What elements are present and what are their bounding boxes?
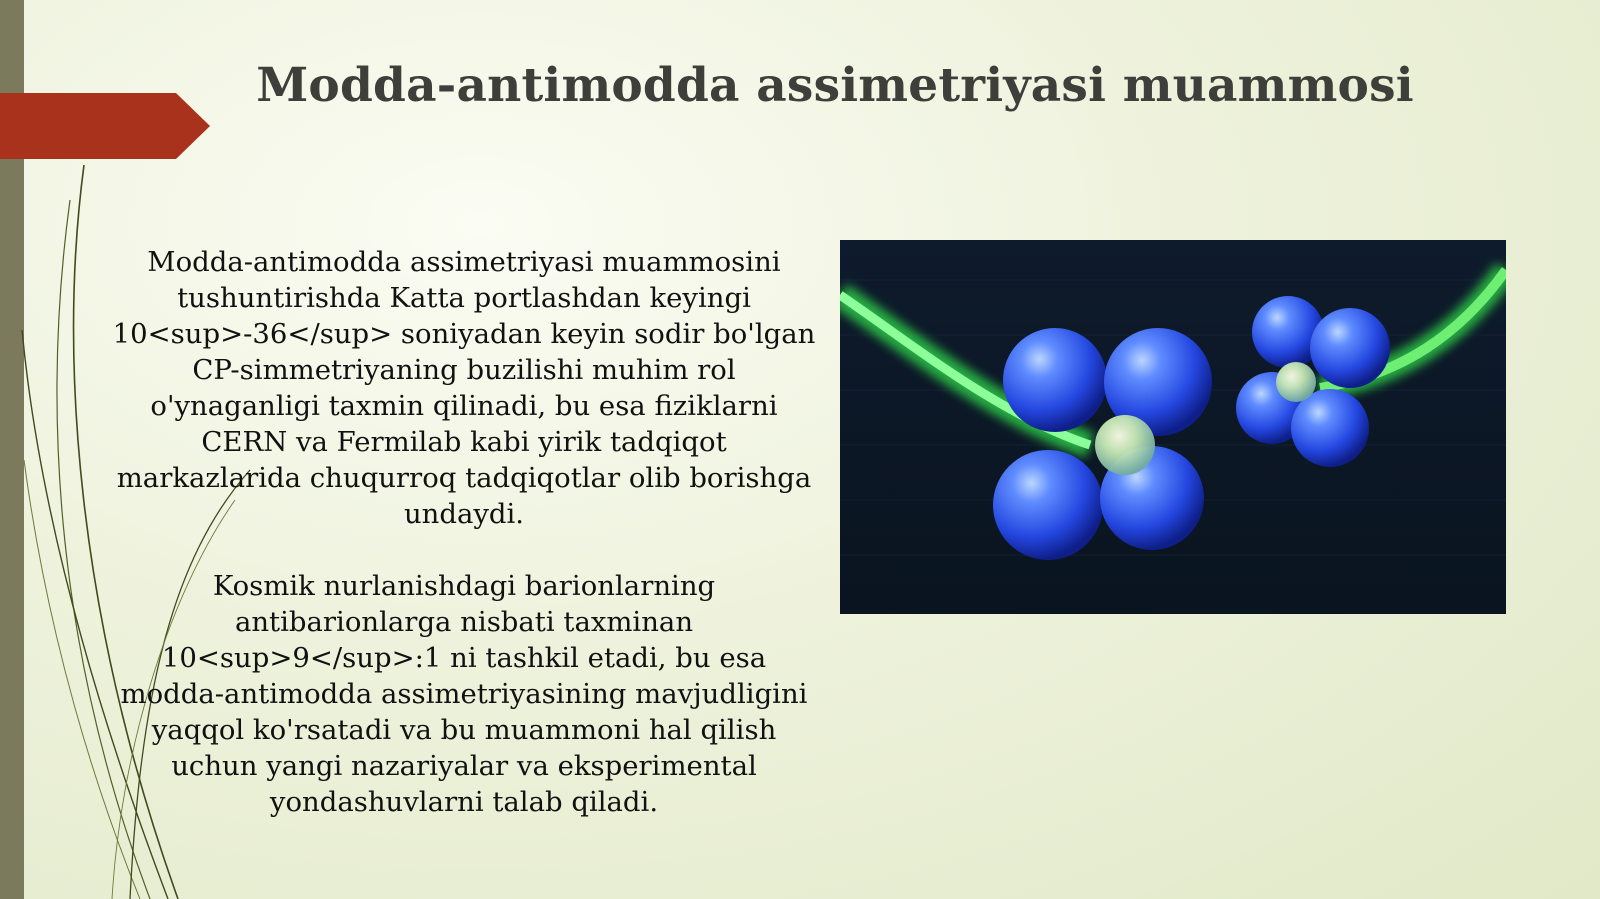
accent-arrow xyxy=(0,93,210,159)
paragraph-baryon-ratio: Kosmik nurlanishdagi barionlarning antibarionlarga nisbati taxminan 10<sup>9</sup>:1 ni tashkil etadi, bu esa modda-antimodda assimetriyasining mavjudligini yaqqol ko'rsatadi va bu muammoni hal qilish uchun yangi nazariyalar va eksperimental yondashuvlarni talab qiladi. xyxy=(120,570,808,818)
particles-illustration xyxy=(840,240,1506,614)
slide-title: Modda-antimodda assimetriyasi muammosi xyxy=(256,58,1414,113)
slide-body xyxy=(108,244,820,820)
particles-illustration-icon xyxy=(840,240,1506,614)
paragraph-cp-violation: Modda-antimodda assimetriyasi muammosini tushuntirishda Katta portlashdan keyingi 10<sup>-36</sup> soniyadan keyin sodir bo'lgan CP-simmetriyaning buzilishi muhim rol o'ynaganligi taxmin qilinadi, bu esa fiziklarni CERN va Fermilab kabi yirik tadqiqot markazlarida chuqurroq tadqiqotlar olib borishga undaydi. xyxy=(112,246,816,530)
